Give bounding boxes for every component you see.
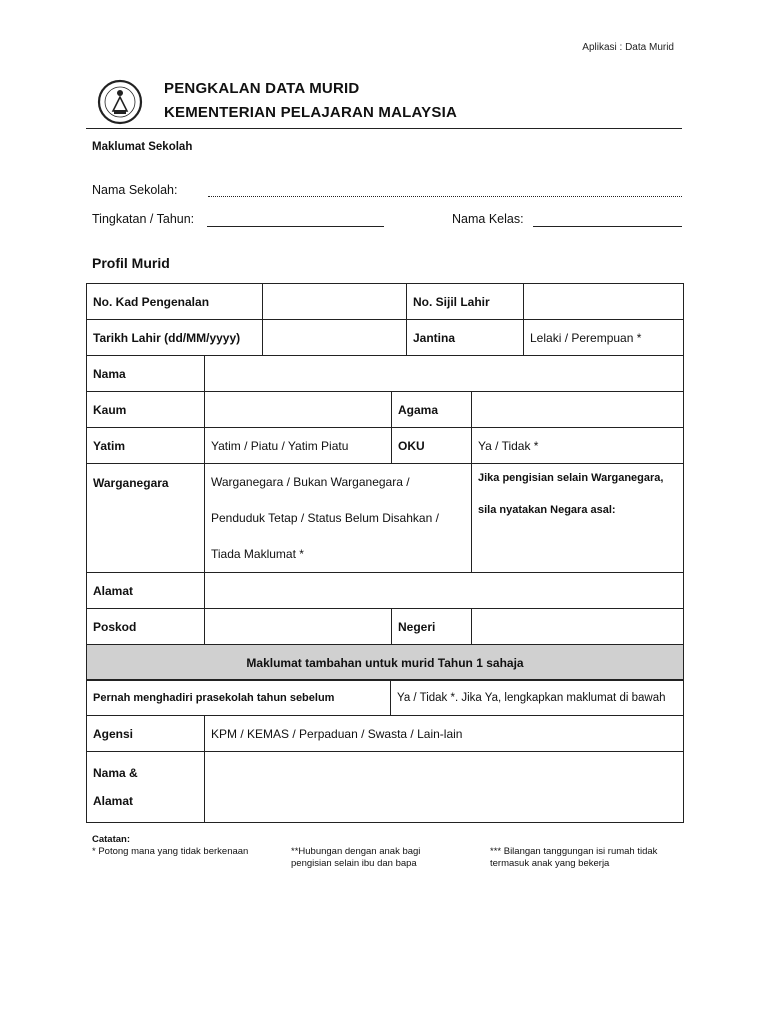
citizen-note[interactable] [472, 464, 684, 573]
state-label: Negeri [392, 609, 472, 645]
address-field[interactable] [205, 573, 684, 609]
name-address-label-line1: Nama & [93, 766, 138, 780]
citizen-options[interactable] [205, 464, 472, 573]
citizen-option-line1: Warganegara / Bukan Warganegara / [211, 475, 410, 489]
note-2-line2: pengisian selain ibu dan bapa [291, 857, 417, 869]
birth-cert-label: No. Sijil Lahir [407, 284, 524, 320]
preschool-options[interactable]: Ya / Tidak *. Jika Ya, lengkapkan maklumat di bawah [391, 680, 684, 716]
preschool-label: Pernah menghadiri prasekolah tahun sebelum [87, 680, 391, 716]
agency-table [86, 715, 684, 823]
name-address-label [87, 752, 205, 823]
orphan-options[interactable]: Yatim / Piatu / Yatim Piatu [205, 428, 392, 464]
level-field[interactable] [207, 226, 384, 227]
religion-field[interactable] [472, 392, 684, 428]
citizen-note-line1: Jika pengisian selain Warganegara, [478, 472, 664, 484]
dob-label: Tarikh Lahir (dd/MM/yyyy) [87, 320, 263, 356]
ic-label: No. Kad Pengenalan [87, 284, 263, 320]
address-label: Alamat [87, 573, 205, 609]
dob-field[interactable] [263, 320, 407, 356]
agency-label: Agensi [87, 716, 205, 752]
race-label: Kaum [87, 392, 205, 428]
gender-options[interactable]: Lelaki / Perempuan * [524, 320, 684, 356]
race-field[interactable] [205, 392, 392, 428]
note-1: * Potong mana yang tidak berkenaan [92, 845, 249, 857]
profile-title: Profil Murid [92, 255, 170, 271]
note-3-line2: termasuk anak yang bekerja [490, 857, 610, 869]
school-info-title: Maklumat Sekolah [92, 141, 193, 153]
postcode-field[interactable] [205, 609, 392, 645]
religion-label: Agama [392, 392, 472, 428]
name-field[interactable] [205, 356, 684, 392]
school-name-label: Nama Sekolah: [92, 183, 178, 197]
profile-table-top [86, 283, 684, 356]
note-2-line1: **Hubungan dengan anak bagi [291, 846, 421, 857]
notes-col1 [92, 834, 248, 857]
class-name-field[interactable] [533, 226, 682, 227]
page-title-line1: PENGKALAN DATA MURID [164, 80, 360, 97]
agency-options[interactable]: KPM / KEMAS / Perpaduan / Swasta / Lain-lain [205, 716, 684, 752]
citizen-option-line2: Penduduk Tetap / Status Belum Disahkan / [211, 511, 439, 525]
postcode-label: Poskod [87, 609, 205, 645]
ministry-logo-icon [92, 78, 150, 126]
orphan-label: Yatim [87, 428, 205, 464]
level-label: Tingkatan / Tahun: [92, 212, 195, 226]
app-label: Aplikasi : Data Murid [582, 42, 674, 53]
school-name-field[interactable] [208, 196, 682, 197]
citizen-note-line2: sila nyatakan Negara asal: [478, 504, 616, 516]
ic-field[interactable] [263, 284, 407, 320]
extra-info-header: Maklumat tambahan untuk murid Tahun 1 sahaja [87, 645, 684, 681]
name-label: Nama [87, 356, 205, 392]
citizen-label: Warganegara [87, 464, 205, 573]
citizen-option-line3: Tiada Maklumat * [211, 547, 304, 561]
profile-table-main [86, 355, 684, 681]
gender-label: Jantina [407, 320, 524, 356]
header-divider [86, 128, 682, 129]
note-3-line1: *** Bilangan tanggungan isi rumah tidak [490, 846, 658, 857]
notes-col3 [490, 846, 657, 869]
birth-cert-field[interactable] [524, 284, 684, 320]
preschool-table [86, 679, 684, 716]
state-field[interactable] [472, 609, 684, 645]
page-title-line2: KEMENTERIAN PELAJARAN MALAYSIA [164, 104, 457, 121]
class-name-label: Nama Kelas: [452, 212, 524, 226]
notes-col2 [291, 846, 420, 869]
name-address-label-line2: Alamat [93, 794, 134, 808]
oku-label: OKU [392, 428, 472, 464]
oku-options[interactable]: Ya / Tidak * [472, 428, 684, 464]
name-address-field[interactable] [205, 752, 684, 823]
notes-title: Catatan: [92, 834, 131, 845]
